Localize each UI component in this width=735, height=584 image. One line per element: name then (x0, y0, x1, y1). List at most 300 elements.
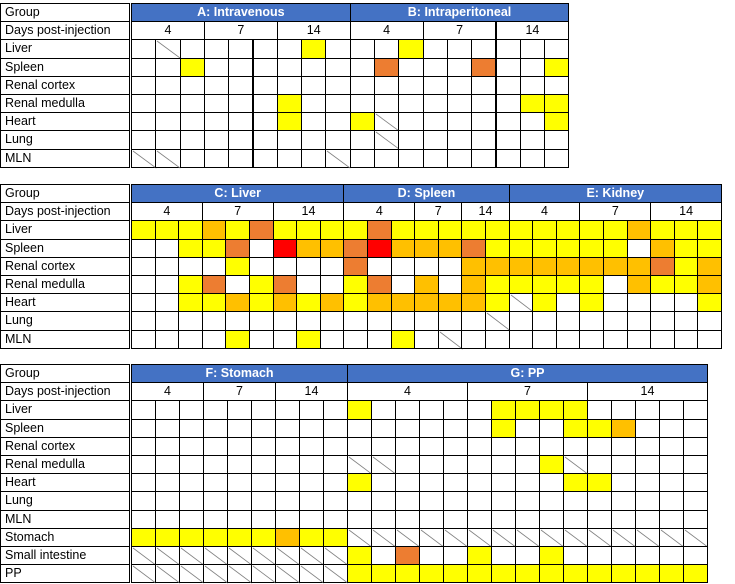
empty-cell (155, 239, 180, 258)
empty-cell (296, 311, 321, 330)
level-1-cell (635, 564, 660, 583)
empty-cell (180, 94, 205, 113)
level-2-cell (509, 257, 534, 276)
row-label: Renal cortex (0, 76, 130, 95)
empty-cell (371, 510, 396, 529)
diagonal-slash-icon (132, 150, 157, 169)
empty-cell (225, 275, 250, 294)
empty-cell (325, 130, 350, 149)
empty-cell (461, 311, 486, 330)
diagonal-slash-icon (276, 565, 301, 584)
empty-cell (320, 330, 345, 349)
empty-cell (277, 76, 302, 95)
empty-cell (155, 400, 180, 419)
empty-cell (509, 330, 534, 349)
level-1-cell (178, 220, 203, 239)
empty-cell (635, 491, 660, 510)
empty-cell (131, 510, 156, 529)
level-2-cell (391, 239, 416, 258)
level-1-cell (343, 275, 368, 294)
level-3-cell (461, 239, 486, 258)
level-1-cell (556, 275, 581, 294)
level-1-cell (277, 94, 302, 113)
empty-cell (228, 149, 253, 168)
level-2-cell (275, 528, 300, 547)
empty-cell (419, 510, 444, 529)
empty-cell (579, 330, 604, 349)
empty-cell (659, 473, 684, 492)
empty-cell (697, 311, 722, 330)
level-1-cell (563, 400, 588, 419)
empty-cell (443, 546, 468, 565)
empty-cell (674, 293, 699, 312)
level-1-cell (587, 473, 612, 492)
level-3-cell (343, 257, 368, 276)
level-1-cell (131, 528, 156, 547)
slashed-cell (131, 564, 156, 583)
day-header: 4 (131, 21, 205, 40)
empty-cell (539, 419, 564, 438)
empty-cell (374, 94, 399, 113)
empty-cell (423, 76, 448, 95)
empty-cell (131, 437, 156, 456)
empty-cell (299, 400, 324, 419)
empty-cell (253, 76, 278, 95)
empty-cell (227, 510, 252, 529)
empty-cell (131, 112, 156, 131)
empty-cell (419, 473, 444, 492)
empty-cell (467, 455, 492, 474)
empty-cell (131, 130, 156, 149)
empty-cell (443, 473, 468, 492)
level-3-cell (471, 58, 496, 77)
diagonal-slash-icon (439, 331, 464, 350)
level-3-cell (273, 275, 298, 294)
empty-cell (587, 400, 612, 419)
group-label: Group (0, 3, 130, 22)
empty-cell (471, 76, 496, 95)
empty-cell (443, 491, 468, 510)
empty-cell (227, 473, 252, 492)
day-header: 7 (414, 202, 462, 221)
slashed-cell (325, 149, 350, 168)
level-1-cell (579, 275, 604, 294)
level-1-cell (563, 419, 588, 438)
empty-cell (544, 149, 569, 168)
empty-cell (683, 473, 708, 492)
empty-cell (301, 130, 326, 149)
empty-cell (320, 311, 345, 330)
level-1-cell (674, 220, 699, 239)
empty-cell (301, 112, 326, 131)
empty-cell (204, 149, 229, 168)
day-header: 4 (131, 202, 203, 221)
empty-cell (227, 400, 252, 419)
slashed-cell (155, 564, 180, 583)
empty-cell (253, 94, 278, 113)
empty-cell (371, 546, 396, 565)
level-1-cell (509, 220, 534, 239)
level-2-cell (273, 293, 298, 312)
empty-cell (471, 149, 496, 168)
day-header: 7 (467, 382, 588, 401)
empty-cell (520, 76, 545, 95)
empty-cell (391, 257, 416, 276)
level-2-cell (532, 257, 557, 276)
level-4-cell (273, 239, 298, 258)
level-1-cell (296, 293, 321, 312)
level-1-cell (225, 220, 250, 239)
row-label: Renal medulla (0, 275, 130, 294)
level-1-cell (467, 546, 492, 565)
level-1-cell (544, 112, 569, 131)
empty-cell (249, 330, 274, 349)
empty-cell (371, 473, 396, 492)
diagonal-slash-icon (132, 565, 157, 584)
empty-cell (374, 39, 399, 58)
empty-cell (603, 330, 628, 349)
empty-cell (203, 473, 228, 492)
empty-cell (131, 275, 156, 294)
empty-cell (627, 311, 652, 330)
empty-cell (350, 58, 375, 77)
empty-cell (395, 437, 420, 456)
empty-cell (155, 130, 180, 149)
empty-cell (227, 455, 252, 474)
empty-cell (635, 546, 660, 565)
level-2-cell (320, 293, 345, 312)
diagonal-slash-icon (156, 150, 181, 169)
level-1-cell (350, 112, 375, 131)
empty-cell (423, 94, 448, 113)
level-1-cell (273, 220, 298, 239)
empty-cell (299, 455, 324, 474)
empty-cell (447, 112, 472, 131)
empty-cell (249, 311, 274, 330)
level-1-cell (299, 528, 324, 547)
row-label: Lung (0, 311, 130, 330)
day-header: 7 (204, 21, 278, 40)
slashed-cell (539, 528, 564, 547)
empty-cell (251, 400, 276, 419)
level-1-cell (178, 239, 203, 258)
empty-cell (275, 455, 300, 474)
slashed-cell (155, 546, 180, 565)
empty-cell (228, 76, 253, 95)
empty-cell (301, 149, 326, 168)
empty-cell (131, 58, 156, 77)
row-label: Liver (0, 39, 130, 58)
level-2-cell (414, 275, 439, 294)
group-header: E: Kidney (509, 184, 722, 203)
group-header: F: Stomach (131, 364, 348, 383)
level-1-cell (203, 528, 228, 547)
diagonal-slash-icon (324, 565, 349, 584)
slashed-cell (467, 528, 492, 547)
row-label: Spleen (0, 58, 130, 77)
row-label: MLN (0, 330, 130, 349)
empty-cell (202, 330, 227, 349)
empty-cell (273, 311, 298, 330)
slashed-cell (131, 546, 156, 565)
day-header: 4 (347, 382, 468, 401)
diagonal-slash-icon (300, 565, 325, 584)
level-1-cell (347, 400, 372, 419)
row-label: Heart (0, 473, 130, 492)
empty-cell (155, 112, 180, 131)
empty-cell (155, 330, 180, 349)
empty-cell (467, 473, 492, 492)
empty-cell (180, 149, 205, 168)
empty-cell (325, 76, 350, 95)
empty-cell (515, 455, 540, 474)
empty-cell (253, 39, 278, 58)
level-2-cell (461, 257, 486, 276)
level-3-cell (367, 275, 392, 294)
empty-cell (423, 39, 448, 58)
empty-cell (611, 491, 636, 510)
row-label: PP (0, 564, 130, 583)
empty-cell (131, 239, 156, 258)
row-label: Renal cortex (0, 437, 130, 456)
empty-cell (438, 257, 463, 276)
group-label: Group (0, 184, 130, 203)
empty-cell (350, 149, 375, 168)
empty-cell (347, 419, 372, 438)
level-2-cell (438, 293, 463, 312)
empty-cell (325, 58, 350, 77)
empty-cell (683, 419, 708, 438)
empty-cell (131, 400, 156, 419)
empty-cell (563, 491, 588, 510)
empty-cell (674, 311, 699, 330)
empty-cell (496, 39, 521, 58)
empty-cell (697, 330, 722, 349)
level-1-cell (556, 239, 581, 258)
level-1-cell (532, 275, 557, 294)
slashed-cell (179, 546, 204, 565)
slashed-cell (443, 528, 468, 547)
day-header: 4 (131, 382, 204, 401)
empty-cell (367, 330, 392, 349)
row-label: Renal medulla (0, 94, 130, 113)
empty-cell (320, 275, 345, 294)
diagonal-slash-icon (326, 150, 351, 169)
empty-cell (579, 311, 604, 330)
empty-cell (587, 491, 612, 510)
day-header: 7 (423, 21, 497, 40)
day-header: 7 (203, 382, 276, 401)
group-header: D: Spleen (343, 184, 509, 203)
empty-cell (391, 275, 416, 294)
empty-cell (202, 257, 227, 276)
empty-cell (371, 400, 396, 419)
row-label: Heart (0, 293, 130, 312)
empty-cell (635, 437, 660, 456)
slashed-cell (509, 293, 534, 312)
level-1-cell (532, 220, 557, 239)
empty-cell (563, 546, 588, 565)
level-1-cell (323, 528, 348, 547)
empty-cell (603, 311, 628, 330)
empty-cell (131, 257, 156, 276)
empty-cell (155, 94, 180, 113)
level-1-cell (539, 455, 564, 474)
empty-cell (323, 491, 348, 510)
level-2-cell (296, 239, 321, 258)
empty-cell (496, 149, 521, 168)
empty-cell (277, 58, 302, 77)
level-1-cell (539, 546, 564, 565)
empty-cell (414, 330, 439, 349)
empty-cell (323, 473, 348, 492)
empty-cell (627, 239, 652, 258)
slashed-cell (179, 564, 204, 583)
empty-cell (347, 491, 372, 510)
empty-cell (539, 437, 564, 456)
day-header: 14 (496, 21, 570, 40)
empty-cell (398, 94, 423, 113)
empty-cell (563, 437, 588, 456)
empty-cell (371, 419, 396, 438)
empty-cell (253, 112, 278, 131)
empty-cell (515, 473, 540, 492)
level-2-cell (438, 239, 463, 258)
level-1-cell (563, 473, 588, 492)
empty-cell (204, 39, 229, 58)
empty-cell (395, 419, 420, 438)
level-3-cell (395, 546, 420, 565)
slashed-cell (347, 455, 372, 474)
empty-cell (587, 455, 612, 474)
empty-cell (467, 400, 492, 419)
empty-cell (395, 510, 420, 529)
empty-cell (423, 112, 448, 131)
slashed-cell (203, 546, 228, 565)
level-1-cell (227, 528, 252, 547)
empty-cell (683, 455, 708, 474)
empty-cell (467, 419, 492, 438)
empty-cell (203, 419, 228, 438)
empty-cell (423, 58, 448, 77)
level-1-cell (225, 257, 250, 276)
empty-cell (659, 491, 684, 510)
level-2-cell (414, 239, 439, 258)
slashed-cell (491, 528, 516, 547)
empty-cell (350, 39, 375, 58)
empty-cell (447, 149, 472, 168)
level-1-cell (443, 564, 468, 583)
level-1-cell (509, 275, 534, 294)
level-1-cell (251, 528, 276, 547)
level-1-cell (249, 275, 274, 294)
empty-cell (438, 275, 463, 294)
empty-cell (228, 130, 253, 149)
empty-cell (275, 400, 300, 419)
level-2-cell (485, 257, 510, 276)
slashed-cell (395, 528, 420, 547)
day-header: 4 (350, 21, 424, 40)
row-label: Lung (0, 491, 130, 510)
row-label: Spleen (0, 239, 130, 258)
empty-cell (299, 437, 324, 456)
empty-cell (443, 510, 468, 529)
empty-cell (515, 546, 540, 565)
empty-cell (323, 455, 348, 474)
days-label: Days post-injection (0, 202, 130, 221)
level-1-cell (485, 275, 510, 294)
slashed-cell (563, 455, 588, 474)
level-1-cell (202, 293, 227, 312)
empty-cell (544, 76, 569, 95)
slashed-cell (587, 528, 612, 547)
level-3-cell (249, 220, 274, 239)
slashed-cell (371, 528, 396, 547)
empty-cell (491, 473, 516, 492)
empty-cell (180, 130, 205, 149)
empty-cell (520, 130, 545, 149)
group-header: B: Intraperitoneal (350, 3, 570, 22)
empty-cell (251, 473, 276, 492)
row-label: Heart (0, 112, 130, 131)
empty-cell (611, 473, 636, 492)
empty-cell (275, 491, 300, 510)
level-1-cell (398, 39, 423, 58)
level-1-cell (467, 564, 492, 583)
level-2-cell (603, 257, 628, 276)
empty-cell (395, 400, 420, 419)
empty-cell (447, 130, 472, 149)
empty-cell (227, 491, 252, 510)
empty-cell (683, 510, 708, 529)
slashed-cell (155, 39, 180, 58)
diagonal-slash-icon (252, 565, 277, 584)
level-1-cell (491, 564, 516, 583)
level-3-cell (374, 58, 399, 77)
empty-cell (227, 437, 252, 456)
level-1-cell (509, 239, 534, 258)
empty-cell (155, 293, 180, 312)
level-2-cell (391, 293, 416, 312)
day-header: 14 (277, 21, 351, 40)
empty-cell (343, 330, 368, 349)
empty-cell (423, 149, 448, 168)
empty-cell (467, 437, 492, 456)
day-header: 7 (202, 202, 274, 221)
empty-cell (367, 257, 392, 276)
level-2-cell (627, 220, 652, 239)
empty-cell (367, 311, 392, 330)
empty-cell (587, 546, 612, 565)
empty-cell (587, 510, 612, 529)
empty-cell (179, 437, 204, 456)
level-1-cell (650, 275, 675, 294)
empty-cell (509, 311, 534, 330)
empty-cell (471, 39, 496, 58)
empty-cell (683, 491, 708, 510)
empty-cell (443, 419, 468, 438)
empty-cell (203, 437, 228, 456)
empty-cell (491, 491, 516, 510)
empty-cell (461, 330, 486, 349)
level-1-cell (515, 400, 540, 419)
empty-cell (683, 546, 708, 565)
empty-cell (635, 473, 660, 492)
empty-cell (419, 546, 444, 565)
empty-cell (398, 58, 423, 77)
empty-cell (563, 510, 588, 529)
empty-cell (227, 419, 252, 438)
